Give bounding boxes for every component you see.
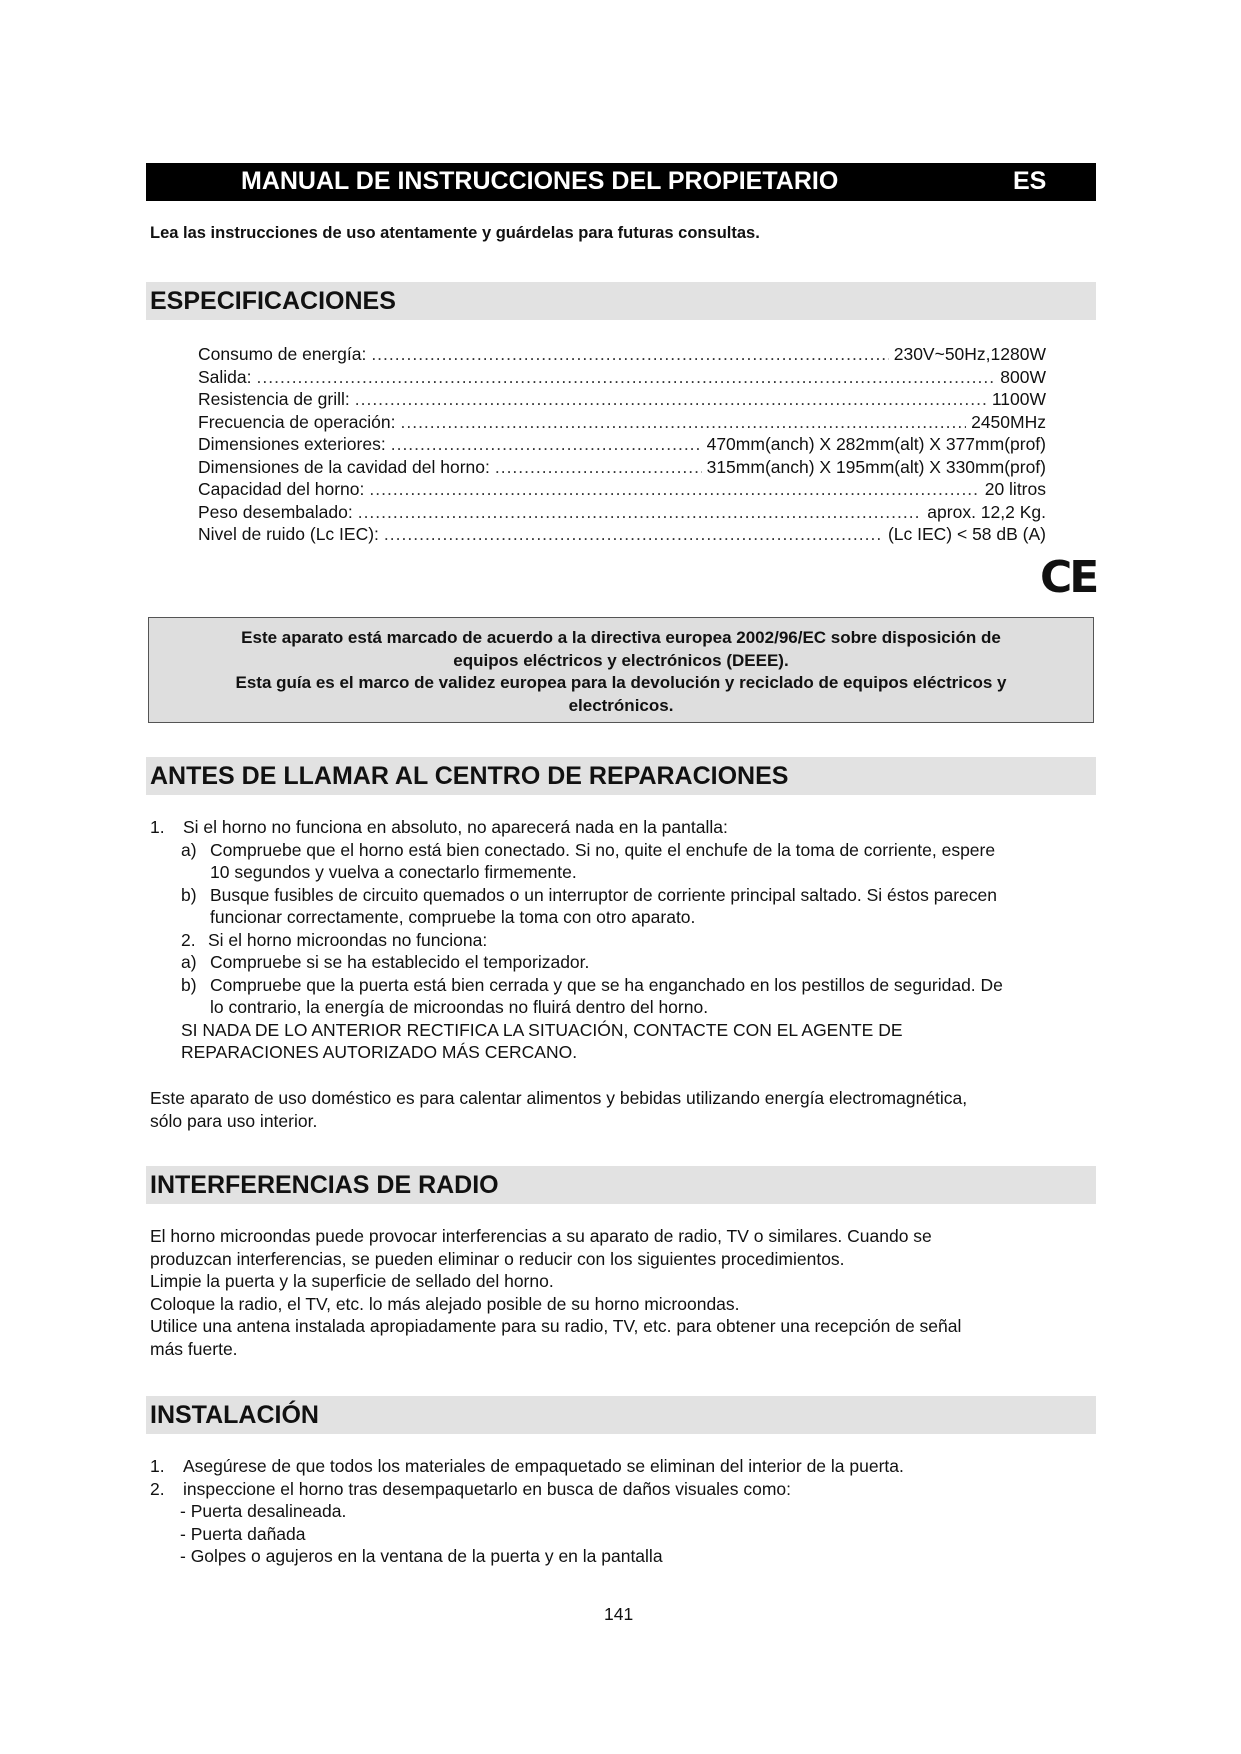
paragraph-line: El horno microondas puede provocar interferencias a su aparato de radio, TV o similares. Cuando se bbox=[150, 1226, 932, 1246]
spec-row: Dimensiones exteriores: ..... 470mm(anch) X 282mm(alt) X 377mm(prof) bbox=[198, 434, 1046, 457]
list-item: a) Compruebe si se ha establecido el temporizador. bbox=[181, 952, 590, 972]
warning-text: REPARACIONES AUTORIZADO MÁS CERCANO. bbox=[181, 1042, 578, 1062]
weee-line: Este aparato está marcado de acuerdo a la directiva europea 2002/96/EC sobre disposición de bbox=[241, 628, 1001, 647]
paragraph-line: Limpie la puerta y la superficie de sellado del horno. bbox=[150, 1271, 554, 1291]
paragraph-line: Este aparato de uso doméstico es para calentar alimentos y bebidas utilizando energía electromagnética, bbox=[150, 1088, 968, 1108]
weee-line: Esta guía es el marco de validez europea para la devolución y reciclado de equipos eléctricos y bbox=[235, 673, 1007, 692]
list-item: b) Compruebe que la puerta está bien cerrada y que se ha enganchado en los pestillos de seguridad. De bbox=[181, 974, 1003, 995]
page-number: 141 bbox=[604, 1604, 634, 1624]
sub-item: - Puerta dañada bbox=[180, 1523, 306, 1544]
paragraph-line: Utilice una antena instalada apropiadamente para su radio, TV, etc. para obtener una recepción de señal bbox=[150, 1316, 962, 1336]
spec-row: Nivel de ruido (Lc IEC): ..... (Lc IEC) < 58 dB (A) bbox=[198, 524, 1046, 547]
paragraph-line: más fuerte. bbox=[150, 1338, 238, 1359]
warning-text: SI NADA DE LO ANTERIOR RECTIFICA LA SITUACIÓN, CONTACTE CON EL AGENTE DE bbox=[181, 1019, 903, 1040]
usage-note bbox=[150, 1087, 967, 1132]
section-heading-especificaciones: ESPECIFICACIONES bbox=[146, 282, 1096, 320]
weee-line: equipos eléctricos y electrónicos (DEEE). bbox=[453, 650, 789, 670]
list-item: a) Compruebe que el horno está bien conectado. Si no, quite el enchufe de la toma de corriente, espere bbox=[181, 839, 996, 860]
spec-row: Capacidad del horno: ..... 20 litros bbox=[198, 479, 1046, 502]
section-heading-antes: ANTES DE LLAMAR AL CENTRO DE REPARACIONES bbox=[146, 757, 1096, 795]
language-code: ES bbox=[1013, 167, 1047, 195]
spec-row: Frecuencia de operación: ..... 2450MHz bbox=[198, 412, 1046, 435]
title-bar bbox=[146, 163, 1096, 201]
spec-row: Resistencia de grill: ..... 1100W bbox=[198, 389, 1046, 412]
weee-line: electrónicos. bbox=[568, 695, 674, 715]
paragraph-line: produzcan interferencias, se pueden eliminar o reducir con los siguientes procedimientos. bbox=[150, 1248, 845, 1269]
ce-mark-icon: CE bbox=[1040, 552, 1097, 603]
list-item-continuation: 10 segundos y vuelva a conectarlo firmemente. bbox=[210, 862, 577, 882]
section-heading-interferencias: INTERFERENCIAS DE RADIO bbox=[146, 1166, 1096, 1204]
manual-title: MANUAL DE INSTRUCCIONES DEL PROPIETARIO bbox=[241, 167, 839, 195]
list-item: 2. inspeccione el horno tras desempaquetarlo en busca de daños visuales como: bbox=[150, 1478, 792, 1499]
list-item-continuation: funcionar correctamente, compruebe la toma con otro aparato. bbox=[210, 907, 696, 927]
list-item: b) Busque fusibles de circuito quemados o un interruptor de corriente principal saltado. Si éstos parecen bbox=[181, 884, 997, 905]
paragraph-line: sólo para uso interior. bbox=[150, 1110, 318, 1131]
spec-row: Salida: ..... 800W bbox=[198, 367, 1046, 390]
section-heading-instalacion: INSTALACIÓN bbox=[146, 1396, 1096, 1434]
installation-list bbox=[150, 1455, 904, 1568]
sub-item: - Puerta desalineada. bbox=[180, 1501, 347, 1521]
list-item-continuation: lo contrario, la energía de microondas no fluirá dentro del horno. bbox=[210, 997, 709, 1017]
list-item: 2. Si el horno microondas no funciona: bbox=[181, 929, 488, 950]
interference-paragraph bbox=[150, 1225, 961, 1360]
spec-row: Peso desembalado: ..... aprox. 12,2 Kg. bbox=[198, 502, 1046, 525]
intro-text: Lea las instrucciones de uso atentamente y guárdelas para futuras consultas. bbox=[150, 224, 760, 242]
spec-row: Dimensiones de la cavidad del horno: ..... 315mm(anch) X 195mm(alt) X 330mm(prof) bbox=[198, 457, 1046, 480]
weee-notice-box bbox=[148, 617, 1094, 723]
spec-row: Consumo de energía: ..... 230V~50Hz,1280W bbox=[198, 344, 1046, 367]
troubleshooting-list bbox=[150, 816, 1003, 1064]
specs-list bbox=[198, 344, 1046, 547]
list-item: 1. Asegúrese de que todos los materiales de empaquetado se eliminan del interior de la puerta. bbox=[150, 1456, 904, 1476]
sub-item: - Golpes o agujeros en la ventana de la puerta y en la pantalla bbox=[180, 1546, 663, 1566]
list-item: 1. Si el horno no funciona en absoluto, no aparecerá nada en la pantalla: bbox=[150, 817, 728, 837]
paragraph-line: Coloque la radio, el TV, etc. lo más alejado posible de su horno microondas. bbox=[150, 1293, 740, 1314]
